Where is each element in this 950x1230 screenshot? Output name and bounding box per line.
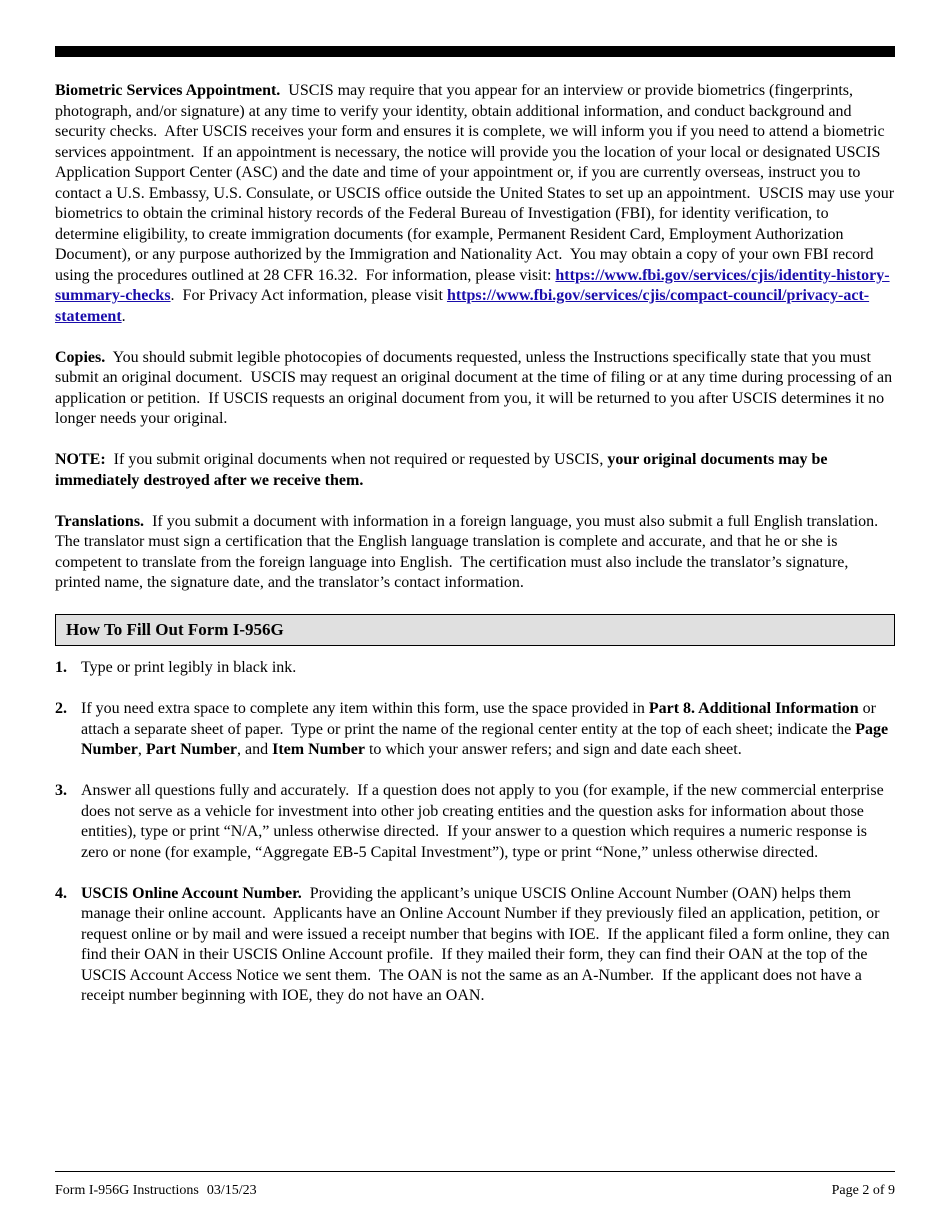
item-4-text: Providing the applicant’s unique USCIS Online Account Number (OAN) helps them manage their online account. Applicants have an Online Account Number if they previously filed an application, petition, or request online or by mail and were issued a receipt number that begins with IOE. If the applicant filed a form online, they can find their OAN in their USCIS Online Account profile. If they mailed their form, they can find their OAN at the top of the USCIS Account Access Notice we sent them. The OAN is not the same as an A-Number. If the applicant does not have a receipt number beginning with IOE, they do not have an OAN. — [81, 884, 894, 1004]
item-2-text-4: , and — [236, 741, 273, 758]
footer-rule — [55, 1171, 895, 1172]
footer-form-info — [55, 1183, 257, 1199]
item-text: Answer all questions fully and accurately. If a question does not apply to you (for example, if the new commercial enterprise does not serve as a vehicle for investment into other job creating entities and the question asks for information about those entities), type or print “N/A,” unless otherwise directed. If your answer to a question which requires a numeric response is zero or none (for example, “Aggregate EB-5 Capital Investment”), type or print “None,” unless otherwise directed. — [81, 782, 888, 861]
item-2-bold-part8: Part 8. Additional Information — [648, 700, 859, 717]
list-item-1 — [55, 658, 895, 679]
biometric-text: USCIS may require that you appear for an interview or provide biometrics (fingerprints, photograph, and/or signature) at any time to verify your identity, obtain additional information, and conduct background and security checks. After USCIS receives your form and ensures it is complete, we will inform you if you need to attend a biometric services appointment. If an appointment is necessary, the notice will provide you the location of your local or designated USCIS Application Support Center (ASC) and the date and time of your appointment or, if you are currently overseas, instruct you to contact a U.S. Embassy, U.S. Consulate, or USCIS office outside the United States to set up an appointment. USCIS may use your biometrics to obtain the criminal history records of the Federal Bureau of Investigation (FBI), for identity verification, to determine eligibility, to create immigration documents (for example, Permanent Resident Card, Employment Authorization Document), or any purpose authorized by the Immigration and Nationality Act. You may obtain a copy of your own FBI record using the procedures outlined at 28 CFR 16.32. For information, please visit: — [55, 82, 899, 284]
item-2-bold-page-number: Page Number — [81, 720, 893, 758]
biometric-heading: Biometric Services Appointment. — [55, 82, 281, 99]
item-text — [81, 884, 895, 1007]
item-number: 4. — [55, 884, 67, 902]
list-item-3 — [55, 781, 895, 863]
item-number: 1. — [55, 659, 67, 676]
item-2-text-5: to which your answer refers; and sign and date each sheet. — [364, 741, 742, 758]
fbi-identity-history-link[interactable]: https://www.fbi.gov/services/cjis/identity-history-summary-checks — [55, 266, 890, 304]
item-4-heading: USCIS Online Account Number. — [81, 884, 302, 902]
top-rule — [55, 46, 895, 57]
list-item-4 — [55, 884, 895, 1007]
page-content — [55, 81, 899, 1027]
item-2-text-1: If you need extra space to complete any item within this form, use the space provided in — [81, 700, 649, 717]
copies-text: You should submit legible photocopies of documents requested, unless the Instructions specifically state that you must submit an original document. USCIS may request an original document at the time of filing or at any time during processing of an application or petition. If USCIS requests an original document from you, it will be returned to you after USCIS determines it no longer needs your original. — [55, 348, 897, 427]
translations-text: If you submit a document with information in a foreign language, you must also submit a full English translation. The translator must sign a certification that the English language translation is complete and accurate, and that he or she is competent to translate from the foreign language into English. The certification must also include the translator’s signature, printed name, the signature date, and the translator’s contact information. — [55, 512, 886, 591]
item-2-bold-item-number: Item Number — [272, 741, 365, 758]
biometric-text-2: . For Privacy Act information, please visit — [170, 287, 447, 304]
note-text: If you submit original documents when not required or requested by USCIS, — [105, 451, 608, 468]
note-heading: NOTE: — [55, 451, 106, 468]
translations-heading: Translations. — [55, 512, 145, 530]
item-number: 2. — [55, 700, 67, 717]
item-number: 3. — [55, 782, 67, 799]
note-bold-text: your original documents may be immediately destroyed after we receive them. — [55, 451, 832, 489]
item-2-text-3: , — [137, 741, 146, 758]
instruction-list — [55, 658, 895, 1007]
item-text — [81, 699, 895, 761]
translations-paragraph — [55, 512, 895, 594]
biometric-paragraph — [55, 81, 899, 327]
note-paragraph — [55, 450, 895, 491]
section-header — [55, 614, 895, 646]
section-title: How To Fill Out Form I-956G — [66, 620, 284, 639]
footer-page-number: Page 2 of 9 — [831, 1183, 895, 1198]
copies-heading: Copies. — [55, 348, 106, 366]
list-item-2 — [55, 699, 895, 761]
item-2-bold-part-number: Part Number — [145, 741, 237, 758]
item-text: Type or print legibly in black ink. — [81, 659, 297, 676]
copies-paragraph — [55, 348, 895, 430]
footer-date: 03/15/23 — [206, 1183, 257, 1198]
footer-form-name: Form I-956G Instructions — [55, 1183, 199, 1198]
fbi-privacy-act-link[interactable]: https://www.fbi.gov/services/cjis/compact-council/privacy-act-statement — [55, 287, 870, 325]
biometric-text-3: . — [121, 307, 126, 325]
item-2-text-2: or attach a separate sheet of paper. Type or print the name of the regional center entity at the top of each sheet; indicate the — [81, 700, 880, 738]
